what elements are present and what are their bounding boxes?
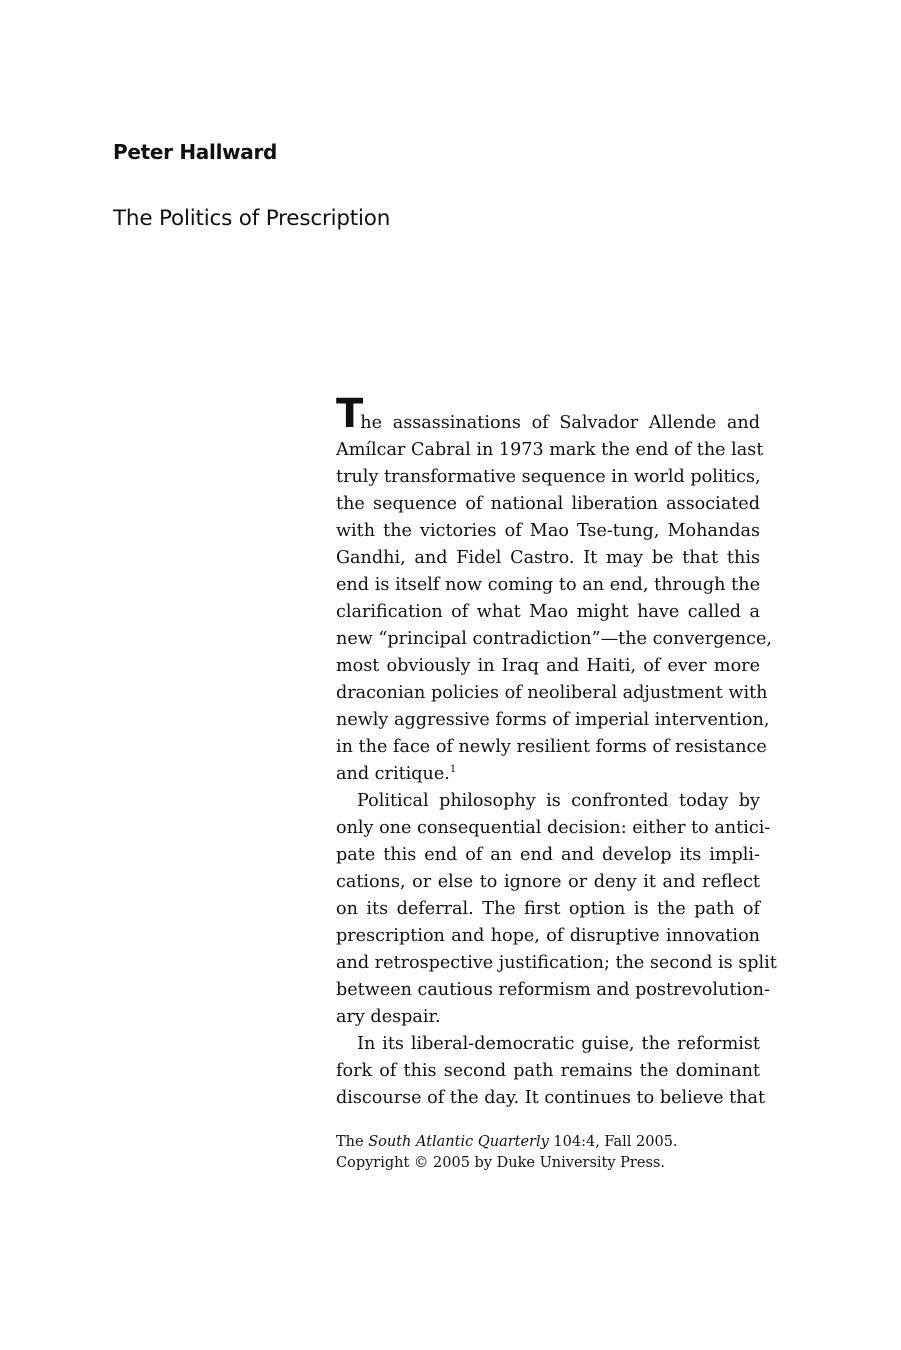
article-title: The Politics of Prescription bbox=[113, 206, 391, 231]
text-line: pate this end of an end and develop its impli- bbox=[336, 845, 760, 865]
text-line: prescription and hope, of disruptive innovation bbox=[336, 926, 760, 946]
text-line: the sequence of national liberation associated bbox=[336, 494, 760, 514]
article-body bbox=[336, 391, 777, 1112]
text-line: clarification of what Mao might have called a bbox=[336, 602, 760, 622]
text-line: in the face of newly resilient forms of resistance bbox=[336, 737, 767, 757]
paragraph-3 bbox=[336, 1031, 766, 1112]
text-line: draconian policies of neoliberal adjustment with bbox=[336, 683, 768, 703]
text-line: with the victories of Mao Tse-tung, Mohandas bbox=[336, 521, 760, 541]
text-line: only one consequential decision: either to antici- bbox=[336, 818, 771, 838]
text-line: newly aggressive forms of imperial intervention, bbox=[336, 710, 770, 730]
text-line: new “principal contradiction”—the convergence, bbox=[336, 629, 772, 649]
text-line: cations, or else to ignore or deny it and reflect bbox=[336, 872, 760, 892]
text-line: between cautious reformism and postrevolution- bbox=[336, 980, 770, 1000]
text-line: fork of this second path remains the dominant bbox=[336, 1061, 760, 1081]
paragraph-1 bbox=[336, 391, 772, 788]
text-line: Amílcar Cabral in 1973 mark the end of the last bbox=[336, 440, 764, 460]
drop-cap: T bbox=[336, 391, 362, 437]
text-line: Gandhi, and Fidel Castro. It may be that this bbox=[336, 548, 760, 568]
text-line: In its liberal-democratic guise, the reformist bbox=[357, 1034, 760, 1054]
text-line: discourse of the day. It continues to believe that bbox=[336, 1088, 766, 1108]
text-line: and critique.$^1$ bbox=[336, 764, 457, 784]
text-line: and retrospective justification; the second is split bbox=[336, 953, 777, 973]
text-line: The assassinations of Salvador Allende and bbox=[336, 391, 760, 437]
text-line: Political philosophy is confronted today by bbox=[357, 791, 760, 811]
text-line: truly transformative sequence in world politics, bbox=[336, 467, 761, 487]
journal-citation: The South Atlantic Quarterly 104:4, Fall 2005. bbox=[336, 1134, 678, 1150]
text-line: most obviously in Iraq and Haiti, of ever more bbox=[336, 656, 760, 676]
copyright-notice: Copyright © 2005 by Duke University Press. bbox=[336, 1155, 665, 1171]
publication-footer bbox=[336, 1132, 678, 1174]
text-line: end is itself now coming to an end, through the bbox=[336, 575, 760, 595]
footnote-marker[interactable]: 1 bbox=[449, 764, 457, 775]
author-name: Peter Hallward bbox=[113, 140, 278, 164]
paragraph-2 bbox=[336, 788, 777, 1031]
text-line: on its deferral. The first option is the path of bbox=[336, 899, 760, 919]
journal-name: South Atlantic Quarterly bbox=[368, 1134, 549, 1150]
text-line: ary despair. bbox=[336, 1007, 441, 1027]
